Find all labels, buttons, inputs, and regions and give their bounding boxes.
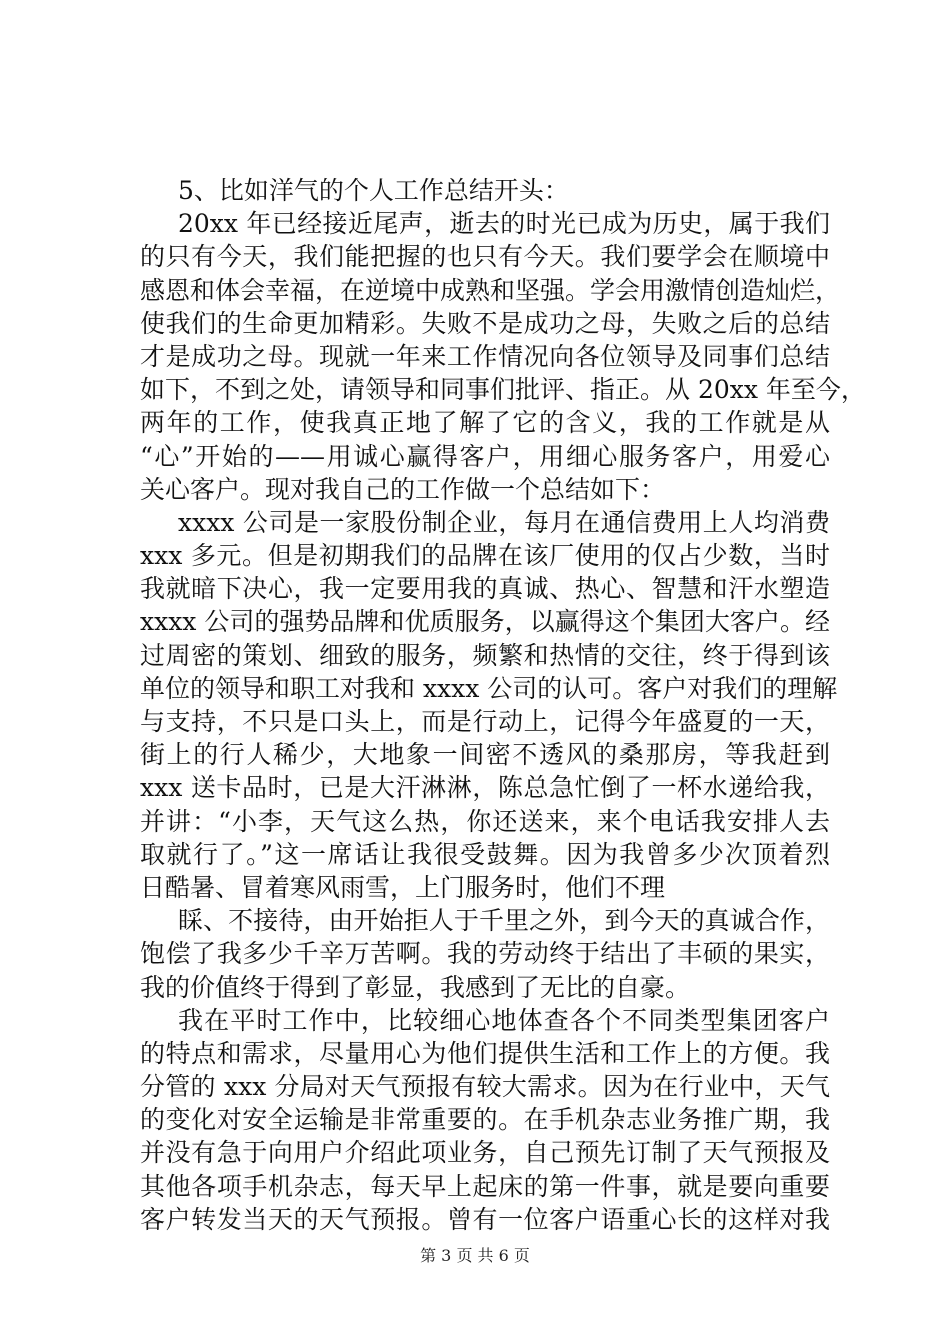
- text-line: 的变化对安全运输是非常重要的。在手机杂志业务推广期，我: [140, 1105, 830, 1135]
- text-line: 我在平时工作中，比较细心地体查各个不同类型集团客户: [178, 1005, 830, 1035]
- text-line: 的特点和需求，尽量用心为他们提供生活和工作上的方便。我: [140, 1038, 830, 1068]
- text-line: 日酷暑、冒着寒风雨雪，上门服务时，他们不理: [140, 872, 666, 902]
- text-line: 单位的领导和职工对我和 xxxx 公司的认可。客户对我们的理解: [140, 673, 838, 703]
- text-line: 20xx 年已经接近尾声，逝去的时光已成为历史，属于我们: [178, 209, 830, 239]
- text-line: 饱偿了我多少千辛万苦啊。我的劳动终于结出了丰硕的果实，: [140, 939, 830, 969]
- text-line: 两年的工作，使我真正地了解了它的含义，我的工作就是从: [140, 408, 830, 438]
- text-line: 使我们的生命更加精彩。失败不是成功之母，失败之后的总结: [140, 308, 830, 338]
- text-line: 客户转发当天的天气预报。曾有一位客户语重心长的这样对我: [140, 1204, 830, 1234]
- text-line: 我的价值终于得到了彰显，我感到了无比的自豪。: [140, 972, 691, 1002]
- heading-line: 5、比如洋气的个人工作总结开头：: [178, 176, 569, 205]
- page-number-footer: 第 3 页 共 6 页: [420, 1246, 530, 1265]
- text-line: 如下，不到之处，请领导和同事们批评、指正。从 20xx 年至今，: [140, 375, 866, 405]
- text-line: 与支持，不只是口头上，而是行动上，记得今年盛夏的一天，: [140, 707, 830, 736]
- text-line: 才是成功之母。现就一年来工作情况向各位领导及同事们总结: [140, 341, 830, 371]
- text-line: 并讲：“小李，天气这么热，你还送来，来个电话我安排人去: [140, 806, 830, 836]
- text-line: 取就行了。”这一席话让我很受鼓舞。因为我曾多少次顶着烈: [140, 839, 830, 869]
- text-line: 关心客户。现对我自己的工作做一个总结如下：: [140, 474, 666, 504]
- text-line: 分管的 xxx 分局对天气预报有较大需求。因为在行业中，天气: [140, 1072, 830, 1102]
- text-line: 街上的行人稀少，大地象一间密不透风的桑那房，等我赶到: [140, 740, 830, 770]
- text-line: xxxx 公司是一家股份制企业，每月在通信费用上人均消费: [178, 507, 830, 537]
- text-line: 睬、不接待，由开始拒人于千里之外，到今天的真诚合作，: [178, 906, 830, 936]
- text-line: 感恩和体会幸福，在逆境中成熟和坚强。学会用激情创造灿烂，: [140, 275, 841, 305]
- text-line: xxx 多元。但是初期我们的品牌在该厂使用的仅占少数，当时: [140, 541, 830, 571]
- text-line: xxxx 公司的强势品牌和优质服务，以赢得这个集团大客户。经: [140, 607, 830, 637]
- text-line: 并没有急于向用户介绍此项业务，自己预先订制了天气预报及: [140, 1138, 830, 1168]
- text-line: 其他各项手机杂志，每天早上起床的第一件事，就是要向重要: [140, 1171, 830, 1201]
- text-line: 我就暗下决心，我一定要用我的真诚、热心、智慧和汗水塑造: [140, 574, 830, 604]
- document-body: [140, 174, 866, 1236]
- text-line: xxx 送卡品时，已是大汗淋淋，陈总急忙倒了一杯水递给我，: [140, 773, 830, 803]
- text-line: “心”开始的——用诚心赢得客户，用细心服务客户，用爱心: [140, 441, 830, 471]
- text-line: 的只有今天，我们能把握的也只有今天。我们要学会在顺境中: [140, 242, 830, 272]
- text-line: 过周密的策划、细致的服务，频繁和热情的交往，终于得到该: [140, 640, 830, 670]
